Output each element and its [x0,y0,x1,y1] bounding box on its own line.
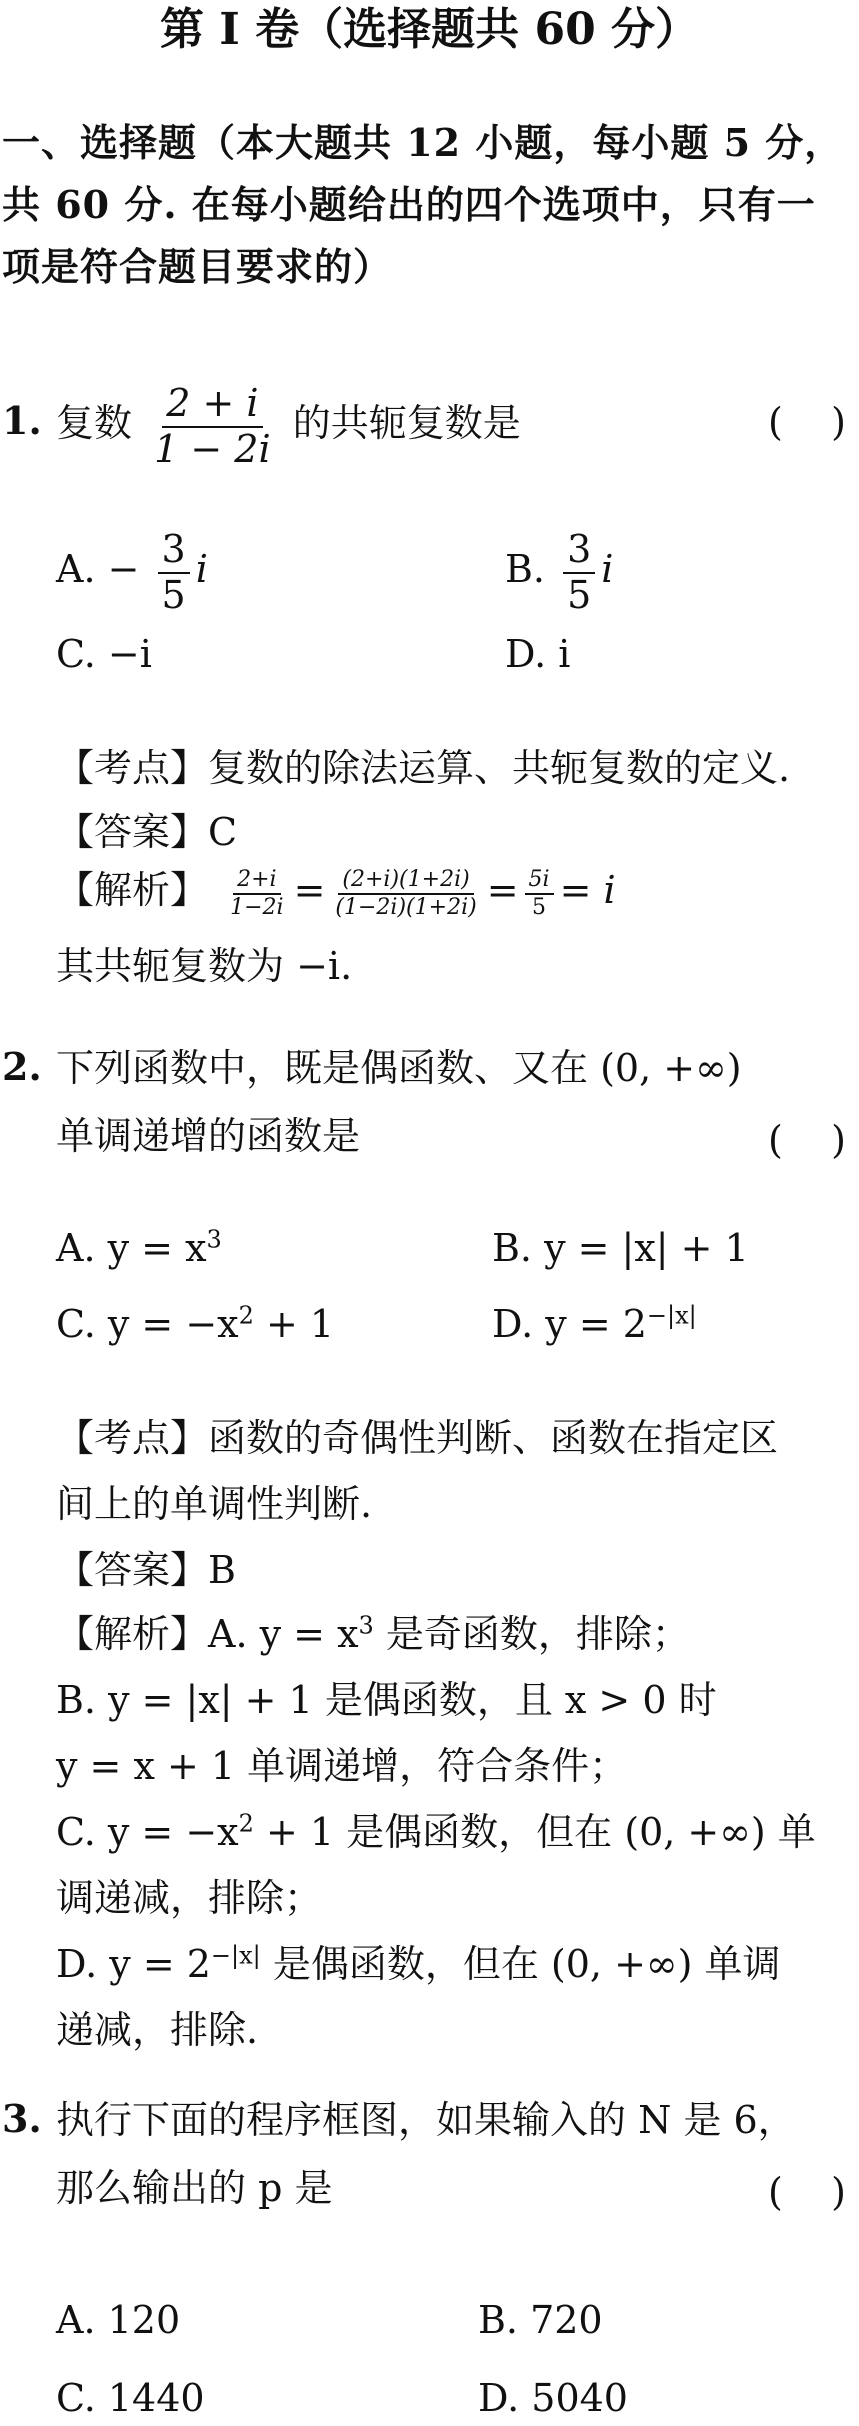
fraction [563,528,595,617]
option-text: D. y = 2 [492,1302,647,1346]
fraction [226,867,287,920]
fraction [331,867,480,920]
jiexi-text: D. y = 2 [56,1942,211,1986]
jiexi-text: 是偶函数，但在 (0, +∞) 单调 [260,1942,781,1986]
kaodian-line-2: 间上的单调性判断. [56,1482,373,1526]
answer-paren: ( ) [768,2170,846,2214]
jiexi-line-7: 递减，排除. [56,2008,259,2052]
option-tail: i [601,547,614,592]
option-c [56,1296,334,1352]
jiexi-line-3: y = x + 1 单调递增，符合条件； [56,1744,628,1788]
answer-paren: ( ) [768,400,846,444]
jiexi-line-1 [56,1606,690,1662]
stem-prefix: 复数 [56,401,133,446]
fraction [158,528,190,617]
superscript: 2 [238,1301,254,1330]
answer: 【答案】B [56,1548,236,1592]
jiexi-text: + 1 是偶函数，但在 (0, +∞) 单 [253,1810,816,1854]
question-number: 2. [2,1044,42,1089]
answer: 【答案】C [56,810,238,854]
option-a: A. 120 [56,2298,181,2342]
fraction-numerator: (2+i)(1+2i) [338,867,473,894]
fraction [150,382,275,471]
superscript: 3 [358,1611,374,1640]
option-text: A. y = x [56,1226,207,1270]
section-heading: 一、选择题（本大题共 12 小题，每小题 5 分，共 60 分. 在每小题给出的四个选项中，只有一项是符合题目要求的） [2,120,844,289]
question-3-line-1: 执行下面的程序框图，如果输入的 N 是 6， [56,2098,796,2142]
jiexi-text: 是奇函数，排除； [373,1612,690,1656]
question-2-line-1: 下列函数中，既是偶函数、又在 (0, +∞) [56,1046,742,1090]
question-number: 1. [2,398,42,443]
answer-paren: ( ) [768,1118,846,1162]
kaodian-line-1: 【考点】函数的奇偶性判断、函数在指定区 [56,1416,779,1460]
fraction-numerator: 3 [563,528,595,574]
question-1-stem [56,382,521,471]
question-3-line-2: 那么输出的 p 是 [56,2166,333,2210]
option-label: B. [505,547,546,592]
jiexi-text: 【解析】A. y = x [56,1612,359,1656]
option-d: D. i [505,632,571,676]
option-d: D. 5040 [478,2376,628,2420]
option-c: C. −i [56,632,152,676]
question-2-line-2: 单调递增的函数是 [56,1114,361,1158]
option-tail: i [195,547,208,592]
fraction-denominator: (1−2i)(1+2i) [335,894,477,920]
fraction-denominator: 1 − 2i [154,426,271,471]
option-b: B. 720 [478,2298,603,2342]
superscript: 2 [238,1809,254,1838]
superscript: −|x| [210,1941,261,1970]
jiexi-text: C. y = −x [56,1810,239,1854]
fraction-denominator: 5 [532,894,547,920]
equals-sign: = [293,868,326,912]
jiexi-line-4 [56,1804,816,1860]
fraction-denominator: 1−2i [230,894,284,920]
option-c: C. 1440 [56,2376,205,2420]
option-label: A. − [56,547,140,592]
jiexi-line-6 [56,1936,780,1992]
kaodian: 【考点】复数的除法运算、共轭复数的定义. [56,746,791,790]
question-number: 3. [2,2096,42,2141]
page-title: 第 I 卷（选择题共 60 分） [159,4,700,55]
stem-suffix: 的共轭复数是 [292,401,521,446]
option-text: C. y = −x [56,1302,239,1346]
fraction-denominator: 5 [161,572,186,617]
superscript: 3 [206,1225,222,1254]
option-b: B. y = |x| + 1 [492,1226,749,1270]
fraction-numerator: 5i [525,867,554,894]
jiexi-line-2: B. y = |x| + 1 是偶函数，且 x > 0 时 [56,1678,717,1722]
jiexi-line-5: 调递减，排除； [56,1876,323,1920]
option-a [56,1220,222,1276]
jiexi-label: 【解析】 [56,868,209,912]
jiexi [56,862,616,920]
superscript: −|x| [646,1301,697,1330]
option-tail: + 1 [253,1302,335,1346]
fraction [525,867,554,920]
option-a [56,528,208,617]
jiexi-tail: = i [559,868,616,912]
option-b [505,528,613,617]
equals-sign: = [486,868,519,912]
fraction-numerator: 2+i [233,867,280,894]
fraction-numerator: 3 [158,528,190,574]
fraction-denominator: 5 [567,572,592,617]
option-d [492,1296,697,1352]
conclusion: 其共轭复数为 −i. [56,944,353,988]
fraction-numerator: 2 + i [162,382,262,428]
